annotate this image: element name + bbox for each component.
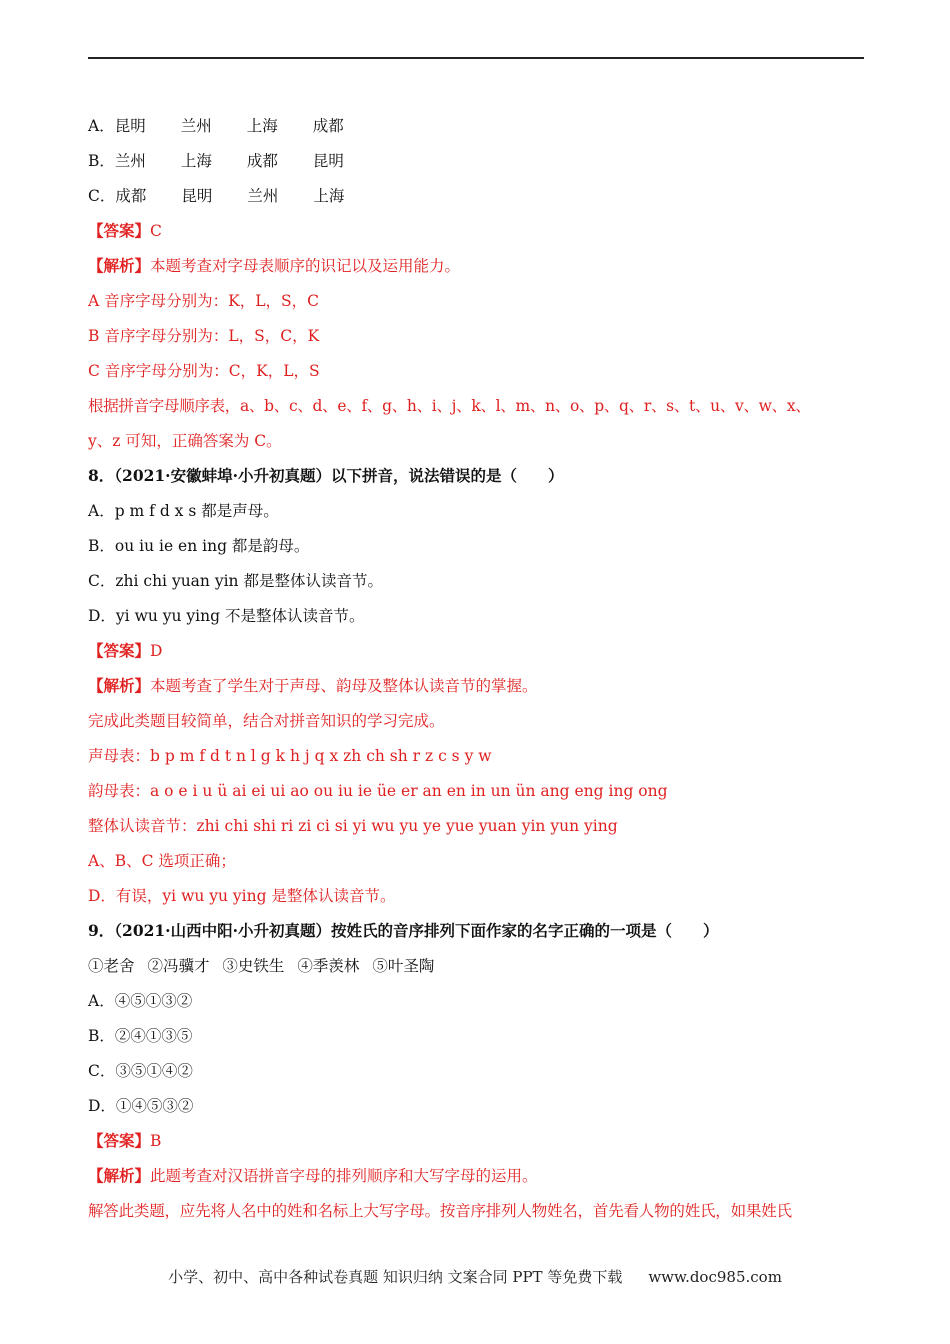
city: 成都 bbox=[246, 152, 278, 170]
analysis-line: 解答此类题，应先将人名中的姓和名标上大写字母。按音序排列人物姓名，首先看人物的姓氏，如果姓氏 bbox=[88, 1202, 792, 1220]
document-body bbox=[88, 112, 868, 1232]
option-label: C． bbox=[88, 187, 116, 205]
q7-option-b bbox=[88, 147, 868, 182]
analysis-line: B 音序字母分别为：L，S，C，K bbox=[88, 327, 320, 345]
page-footer bbox=[0, 1266, 950, 1287]
analysis-line: 完成此类题目较简单，结合对拼音知识的学习完成。 bbox=[88, 712, 445, 730]
analysis-text: 本题考查了学生对于声母、韵母及整体认读音节的掌握。 bbox=[150, 677, 538, 695]
writer-name: ③史铁生 bbox=[222, 957, 285, 975]
option-label: B． bbox=[88, 152, 115, 170]
q7-answer bbox=[88, 217, 868, 252]
q7-analysis bbox=[88, 252, 868, 287]
q8-answer bbox=[88, 637, 868, 672]
analysis-line: 整体认读音节：zhi chi shi ri zi ci si yi wu yu ye yue yuan yin yun ying bbox=[88, 817, 618, 835]
city: 昆明 bbox=[312, 152, 344, 170]
writer-name: ④季羡林 bbox=[297, 957, 360, 975]
answer-tag: 【答案】 bbox=[88, 641, 151, 660]
q9-analysis bbox=[88, 1162, 868, 1197]
q7-option-c bbox=[88, 182, 868, 217]
city: 兰州 bbox=[180, 117, 212, 135]
answer-value: B bbox=[150, 1132, 162, 1150]
analysis-text: 此题考查对汉语拼音字母的排列顺序和大写字母的运用。 bbox=[150, 1167, 538, 1185]
city: 上海 bbox=[246, 117, 278, 135]
city: 昆明 bbox=[114, 117, 146, 135]
analysis-line: y、z 可知，正确答案为 C。 bbox=[88, 432, 282, 450]
writer-name: ①老舍 bbox=[88, 957, 135, 975]
q8-option-a: A．p m f d x s 都是声母。 bbox=[88, 502, 279, 520]
q8-option-d: D．yi wu yu ying 不是整体认读音节。 bbox=[88, 607, 365, 625]
q8-option-b: B．ou iu ie en ing 都是韵母。 bbox=[88, 537, 310, 555]
answer-tag: 【答案】 bbox=[88, 221, 151, 240]
city: 成都 bbox=[115, 187, 147, 205]
q9-answer bbox=[88, 1127, 868, 1162]
city: 成都 bbox=[312, 117, 344, 135]
analysis-line: C 音序字母分别为：C，K，L，S bbox=[88, 362, 320, 380]
analysis-line: A、B、C 选项正确； bbox=[88, 852, 236, 870]
option-label: A． bbox=[88, 117, 115, 135]
q9-option-b: B．②④①③⑤ bbox=[88, 1027, 193, 1045]
analysis-line: 声母表：b p m f d t n l g k h j q x zh ch sh r z c s y w bbox=[88, 747, 492, 765]
q8-title: 8．（2021·安徽蚌埠·小升初真题）以下拼音，说法错误的是（ ） bbox=[88, 466, 564, 485]
analysis-tag: 【解析】 bbox=[88, 1166, 151, 1185]
q7-option-a bbox=[88, 112, 868, 147]
analysis-line: A 音序字母分别为：K，L，S，C bbox=[88, 292, 319, 310]
header-rule bbox=[88, 57, 864, 59]
analysis-tag: 【解析】 bbox=[88, 676, 151, 695]
q9-title: 9．（2021·山西中阳·小升初真题）按姓氏的音序排列下面作家的名字正确的一项是（ ） bbox=[88, 921, 719, 940]
analysis-line: 韵母表：a o e i u ü ai ei ui ao ou iu ie üe er an en in un ün ang eng ing ong bbox=[88, 782, 668, 800]
q9-names bbox=[88, 952, 868, 987]
city: 兰州 bbox=[114, 152, 146, 170]
footer-url[interactable]: www.doc985.com bbox=[648, 1268, 782, 1286]
analysis-line: D．有误，yi wu yu ying 是整体认读音节。 bbox=[88, 887, 396, 905]
q9-option-d: D．①④⑤③② bbox=[88, 1097, 194, 1115]
q8-option-c: C．zhi chi yuan yin 都是整体认读音节。 bbox=[88, 572, 383, 590]
city: 上海 bbox=[180, 152, 212, 170]
answer-value: C bbox=[150, 222, 162, 240]
city: 兰州 bbox=[247, 187, 279, 205]
q8-analysis bbox=[88, 672, 868, 707]
writer-name: ⑤叶圣陶 bbox=[372, 957, 435, 975]
analysis-tag: 【解析】 bbox=[88, 256, 151, 275]
analysis-line: 根据拼音字母顺序表，a、b、c、d、e、f、g、h、i、j、k、l、m、n、o、p、q、r、s、t、u、v、w、x、 bbox=[88, 397, 811, 415]
answer-tag: 【答案】 bbox=[88, 1131, 151, 1150]
q9-option-a: A．④⑤①③② bbox=[88, 992, 193, 1010]
city: 昆明 bbox=[181, 187, 213, 205]
analysis-text: 本题考查对字母表顺序的识记以及运用能力。 bbox=[150, 257, 461, 275]
q9-option-c: C．③⑤①④② bbox=[88, 1062, 193, 1080]
city: 上海 bbox=[313, 187, 345, 205]
writer-name: ②冯骥才 bbox=[147, 957, 210, 975]
answer-value: D bbox=[150, 642, 163, 660]
footer-text: 小学、初中、高中各种试卷真题 知识归纳 文案合同 PPT 等免费下载 bbox=[168, 1268, 623, 1286]
